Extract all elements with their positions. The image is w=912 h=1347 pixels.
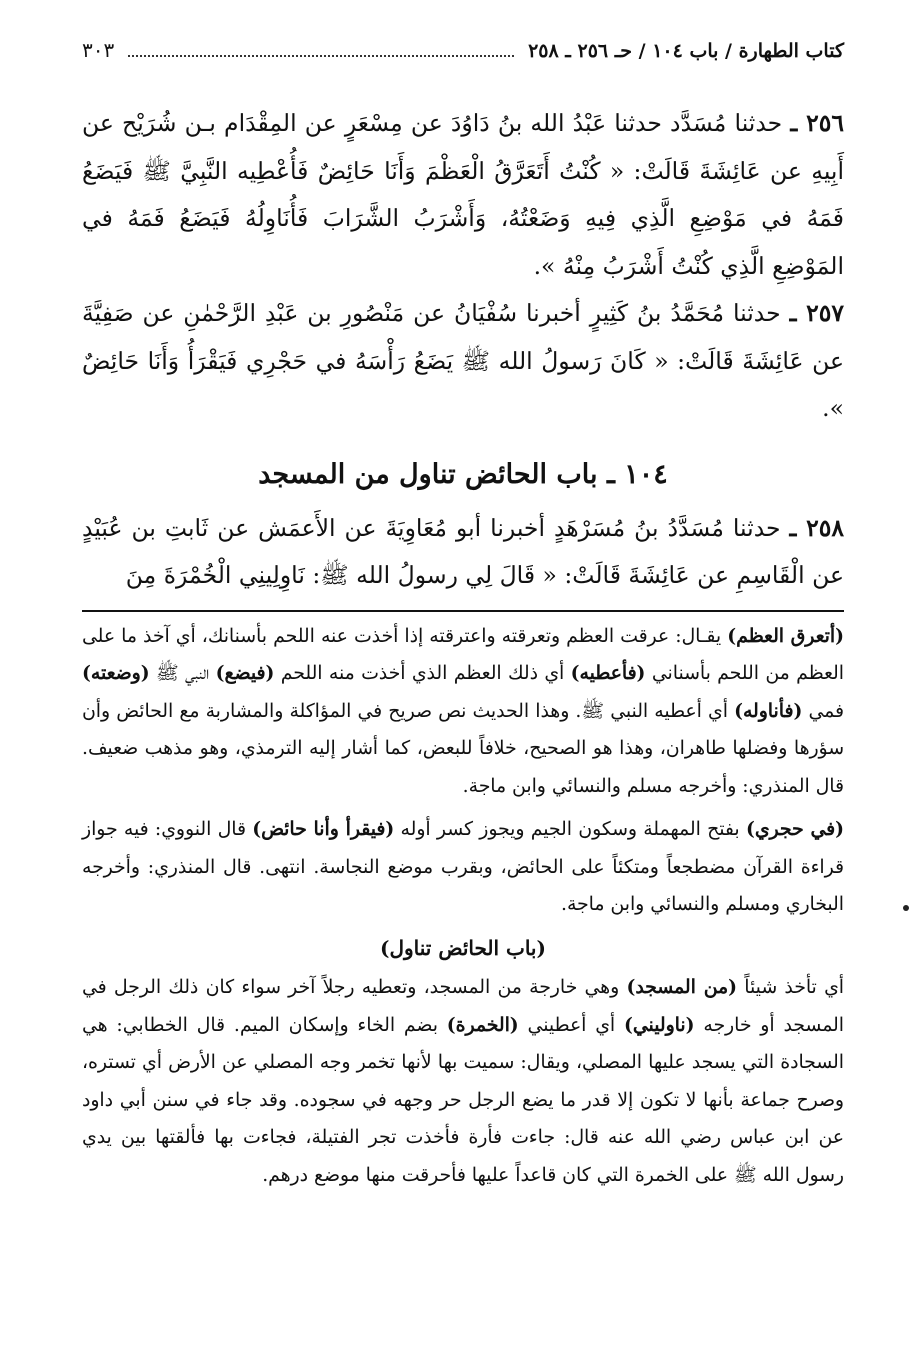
footnote-separator (82, 610, 844, 612)
commentary-term: (فيقرأ وأنا حائض) (252, 818, 395, 840)
commentary-term: (من المسجد) (626, 976, 737, 998)
book-page (82, 38, 844, 1200)
header-dot-leader (128, 45, 514, 57)
margin-dot (903, 905, 909, 911)
commentary-term: (وضعته) (82, 662, 150, 684)
chapter-heading: ١٠٤ ـ باب الحائض تناول من المسجد (258, 458, 668, 490)
commentary-text: أي أعطيه النبي ﷺ. وهذا الحديث نص صريح في المؤاكلة والمشاربة مع الحائض وأن سؤرها وفضلها طاهران، وهذا هو الصحيح، خلافاً للبعض، كما أشار إليه الترمذي، وهو مذهب ضعيف. قال المنذري: وأخرجه مسلم والنسائي وابن ماجة. (82, 700, 844, 797)
commentary-term: (فيضع) (215, 662, 275, 684)
commentary-text: أي تأخذ شيئاً (736, 977, 844, 998)
hadith-number: ٢٥٧ ـ (789, 299, 844, 327)
commentary-text: قال النووي: فيه جواز قراءة القرآن مضطجعاً ومتكئاً على الحائض، وبقرب موضع النجاسة. انتهى. قال المنذري: وأخرجه البخاري ومسلم والنسائي وابن ماجة. (82, 819, 844, 915)
commentary-term: (الخمرة) (446, 1013, 519, 1036)
hadith-text: حدثنا مُسَدَّدُ بنُ مُسَرْهَدٍ أخبرنا أبو مُعَاوِيَةَ عن الأَعمَش عن ثَابتِ بن عُبَيْدٍ عن الْقَاسِمِ عن عَائِشَةَ قَالَتْ: « قَالَ لِي رسولُ الله ﷺ: نَاوِلِينِي الْخُمْرَةَ مِنَ (82, 513, 844, 589)
page-number: ٣٠٣ (82, 38, 115, 62)
commentary-term: (في حجري) (745, 818, 844, 840)
main-text (82, 100, 844, 600)
commentary-term: (أتعرق العظم) (727, 624, 844, 647)
hadith-text: حدثنا مُحَمَّدُ بنُ كَثِيرٍ أخبرنا سُفْيَانُ عن مَنْصُورِ بن عَبْدِ الرَّحْمٰنِ عن صَفِيَّةَ عن عَائِشَةَ قَالَتْ: « كَانَ رَسولُ الله ﷺ يَضَعُ رَأْسَهُ في حَجْرِي فَيَقْرَأُ وَأَنَا حَائِضٌ ». (82, 299, 844, 422)
commentary-text: بضم الخاء وإسكان الميم. قال الخطابي: هي السجادة التي يسجد عليها المصلي، ويقال: سميت بها لأنها تخمر وجه المصلي عن الأرض أي تستره، وصرح جماعة بأنها لا تكون إلا قدر ما يضع الرجل حر وجهه في سجوده. وقد جاء في سنن أبي داود عن ابن عباس رضي الله عنه قال: جاءت فأرة فأخذت تجر الفتيلة، فجاءت بها فألقتها بين يدي رسول الله ﷺ على الخمرة التي كان قاعداً عليها فأحرقت منها موضع درهم. (82, 1014, 844, 1186)
hadith-257 (82, 290, 844, 433)
commentary-term: (ناوليني) (624, 1013, 695, 1036)
commentary-sub-heading: (باب الحائض تناول) (380, 935, 546, 960)
hadith-256 (82, 100, 844, 290)
commentary-paragraph-1 (82, 618, 844, 806)
commentary-text: النبي ﷺ (149, 663, 216, 684)
running-header (82, 38, 844, 78)
hadith-258 (82, 505, 844, 600)
commentary-text: أي ذلك العظم الذي أخذت منه اللحم (274, 663, 571, 684)
commentary-text: وهي خارجة من المسجد، وتعطيه رجلاً آخر سواء كان ذلك الرجل في المسجد أو خارجه (82, 977, 844, 1036)
commentary-text: فمي (802, 700, 844, 722)
running-header-title: كتاب الطهارة / باب ١٠٤ / حـ ٢٥٦ ـ ٢٥٨ (528, 40, 844, 62)
commentary-paragraph-3 (82, 969, 844, 1194)
hadith-number: ٢٥٦ ـ (790, 109, 844, 137)
commentary-paragraph-2 (82, 811, 844, 924)
commentary-term: (فأعطيه) (570, 662, 646, 684)
hadith-text: حدثنا مُسَدَّد حدثنا عَبْدُ الله بنُ دَاوُدَ عن مِسْعَرٍ عن المِقْدَام بـن شُرَيْح عن أَبِيهِ عن عَائِشَةَ قَالَتْ: « كُنْتُ أَتَعَرَّقُ الْعَظْمَ وَأَنَا حَائِضٌ فَأُعْطِيه النَّبِيَّ ﷺ فَيَضَعُ فَمَهُ في مَوْضِعِ الَّذِي فِيهِ وَضَعْتُهُ، وَأَشْرَبُ الشَّرَابَ فَأُنَاوِلُهُ فَيَضَعُ فَمَهُ في المَوْضِعِ الَّذِي كُنْتُ أَشْرَبُ مِنْهُ ». (82, 109, 845, 280)
commentary-text: يقـال: عرقت العظم وتعرقته واعترقته إذا أخذت عنه اللحم بأسنانك، أي آخذ ما على العظم من اللحم بأسناني (82, 625, 844, 684)
commentary (82, 618, 844, 1195)
commentary-text: أي أعطيني (518, 1014, 624, 1036)
commentary-text: بفتح المهملة وسكون الجيم ويجوز كسر أوله (394, 819, 746, 840)
commentary-term: (فأناوله) (734, 699, 803, 722)
hadith-number: ٢٥٨ ـ (789, 513, 844, 542)
